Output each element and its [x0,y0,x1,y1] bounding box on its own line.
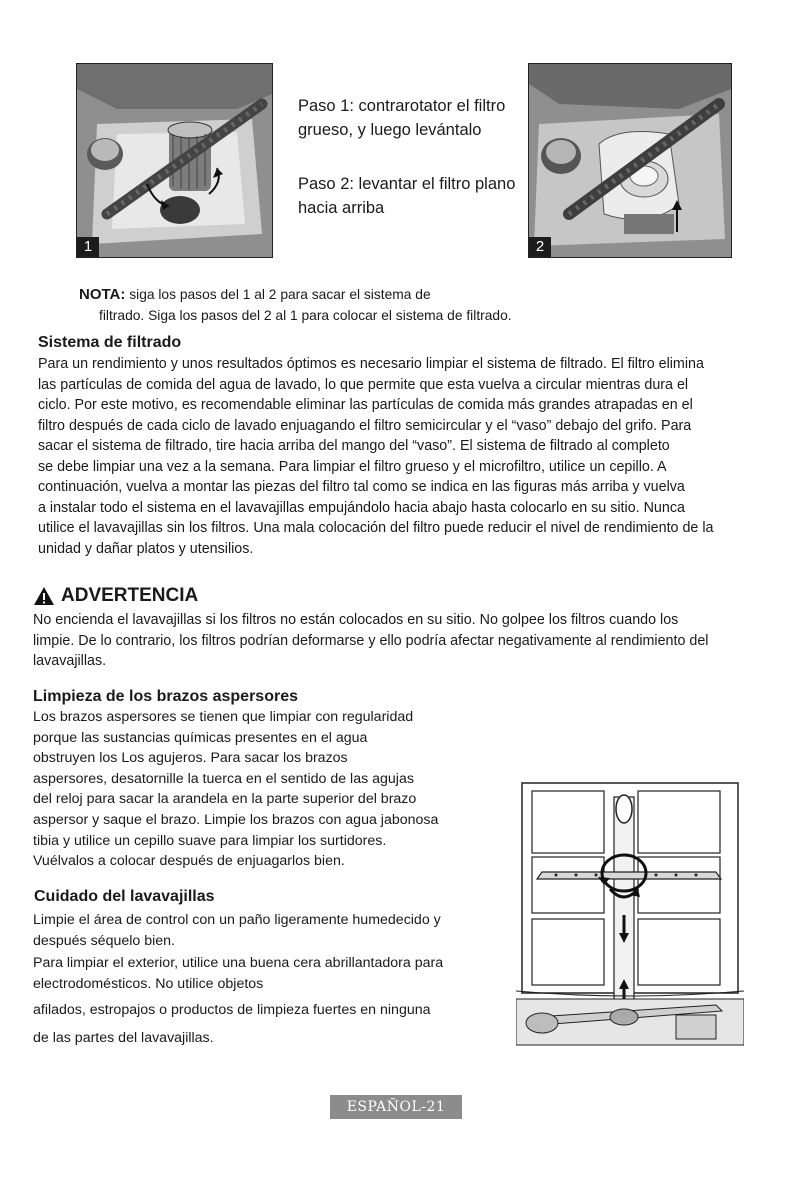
advertencia-section [33,584,768,672]
cuidado-line: después séquelo bien. [33,932,175,949]
filtrado-line: a instalar todo el sistema en el lavavajillas empujándolo hacia abajo hasta colocarlo en su sitio. Nunca [38,499,685,516]
spray-arm-diagram-icon [516,777,744,1047]
step-1-line-1: Paso 1: contrarotator el filtro [298,97,506,115]
brazos-line: aspersores, desatornille la tuerca en el sentido de las agujas [33,770,414,787]
filtrado-section [38,333,768,559]
step-1-line-2: grueso, y luego levántalo [298,121,482,139]
cuidado-line: Para limpiar el exterior, utilice una buena cera abrillantadora para [33,955,444,972]
nota-block [79,284,729,326]
step-1-text [298,94,505,142]
nota-line-2: filtrado. Siga los pasos del 2 al 1 para colocar el sistema de filtrado. [99,308,512,323]
nota-label: NOTA: [79,286,126,303]
page-number-label: ESPAÑOL-21 [330,1095,462,1119]
brazos-line: Los brazos aspersores se tienen que limpiar con regularidad [33,709,414,725]
brazos-line: aspersor y saque el brazo. Limpie los brazos con agua jabonosa [33,811,439,828]
step-2-line-1: Paso 2: levantar el filtro plano [298,175,516,193]
advertencia-line: lavavajillas. [33,653,107,669]
figure-1-photo [76,63,273,258]
filtrado-line: continuación, vuelva a montar las piezas del filtro tal como se indica en las figuras más arriba y vuelva [38,479,685,495]
filtrado-line: sacar el sistema de filtrado, tire hacia arriba del mango del “vaso”. El sistema de filtrado al completo [38,438,670,454]
brazos-line: obstruyen los Los agujeros. Para sacar los brazos [33,750,348,767]
brazos-section [33,687,493,872]
figure-3-diagram [516,777,744,1047]
figure-1-badge: 1 [77,237,99,257]
filter-lift-photo-icon [529,64,731,257]
filtrado-line: ciclo. Por este motivo, es recomendable eliminar las partículas de comida más grandes atrapadas en el [38,397,693,413]
filtrado-heading: Sistema de filtrado [38,334,182,351]
cuidado-line: electrodomésticos. No utilice objetos [33,975,264,992]
filter-removal-photo-icon [77,64,272,257]
advertencia-line: No encienda el lavavajillas si los filtros no están colocados en su sitio. No golpee los filtros cuando los [33,612,679,628]
nota-line-1: siga los pasos del 1 al 2 para sacar el sistema de [125,287,431,302]
advertencia-line: limpie. De lo contrario, los filtros podrían deformarse y ello podría afectar negativamente al rendimiento del [33,632,709,649]
filtrado-line: se debe limpiar una vez a la semana. Para limpiar el filtro grueso y el microfiltro, utilice un cepillo. A [38,458,667,475]
filtrado-line: utilice el lavavajillas sin los filtros. Una mala colocación del filtro puede reducir el nivel de rendimiento de la [38,520,714,536]
brazos-heading: Limpieza de los brazos aspersores [33,688,298,705]
filtrado-line: las partículas de comida del agua de lavado, lo que permite que esta vuelva a circular mientras dura el [38,376,689,393]
step-2-line-2: hacia arriba [298,199,385,217]
cuidado-line: afilados, estropajos o productos de limpieza fuertes en ninguna [33,1002,431,1019]
brazos-line: Vuélvalos a colocar después de enjuagarlos bien. [33,853,345,870]
cuidado-section [33,887,498,1049]
filtrado-line: filtro después de cada ciclo de lavado enjuagando el filtro semicircular y el “vaso” debajo del grifo. Para [38,417,692,434]
figure-2-badge: 2 [529,237,551,257]
advertencia-heading: ADVERTENCIA [61,585,199,606]
cuidado-line: Limpie el área de control con un paño ligeramente humedecido y [33,912,441,928]
step-2-text [298,172,515,220]
brazos-line: tibia y utilice un cepillo suave para limpiar los surtidores. [33,832,387,849]
cuidado-heading: Cuidado del lavavajillas [34,888,215,905]
filtrado-line: unidad y dañar platos y utensilios. [38,540,254,557]
brazos-line: del reloj para sacar la arandela en la parte superior del brazo [33,791,417,808]
warning-triangle-icon [33,586,55,606]
filtrado-line: Para un rendimiento y unos resultados óptimos es necesario limpiar el sistema de filtrado. El filtro elimina [38,356,704,372]
figure-2-photo [528,63,732,258]
brazos-line: porque las sustancias químicas presentes en el agua [33,729,368,746]
cuidado-line: de las partes del lavavajillas. [33,1029,214,1046]
